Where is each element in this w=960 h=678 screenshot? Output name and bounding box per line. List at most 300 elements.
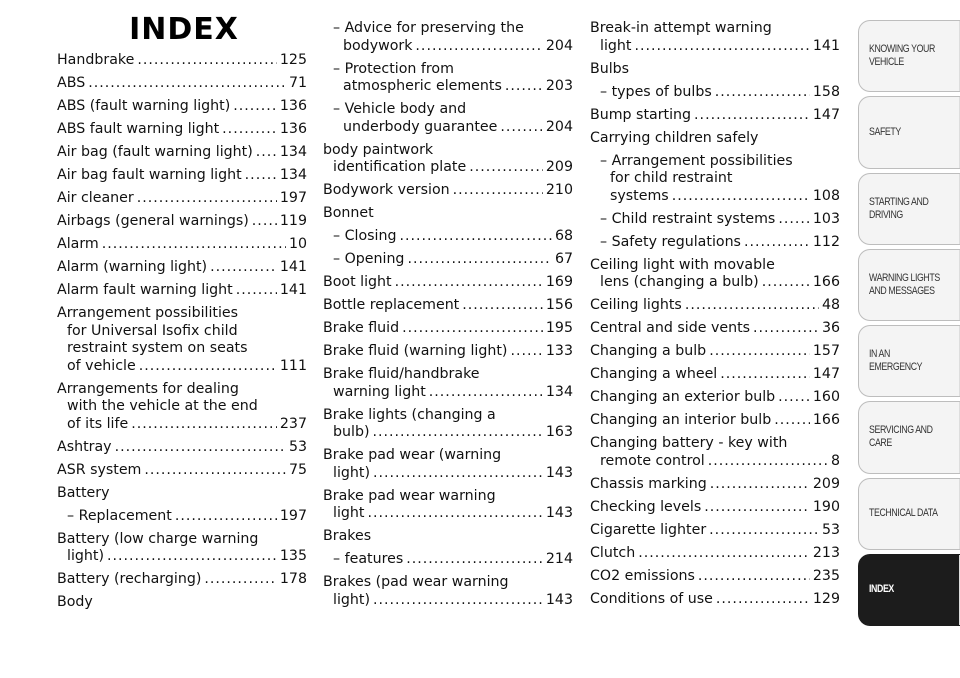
index-entry[interactable] xyxy=(590,435,840,470)
index-entry-line xyxy=(57,52,307,70)
index-entry-line xyxy=(590,343,840,361)
page-number[interactable]: 235 xyxy=(812,567,840,584)
index-entry-line xyxy=(57,571,307,589)
index-term: Battery (recharging) xyxy=(57,571,202,587)
index-entry[interactable] xyxy=(323,228,573,246)
index-entry[interactable] xyxy=(57,594,307,612)
index-entry[interactable] xyxy=(57,121,307,139)
page-number[interactable]: 141 xyxy=(812,37,840,54)
index-entry-line xyxy=(590,591,840,609)
index-entry-line xyxy=(323,78,573,96)
index-term: – Replacement xyxy=(67,507,172,524)
index-entry-line xyxy=(323,274,573,292)
index-term: – Protection from xyxy=(333,60,454,77)
index-entry-line xyxy=(590,435,840,453)
index-term: Airbags (general warnings) xyxy=(57,213,249,229)
index-term: Clutch xyxy=(590,544,636,561)
dot-leader xyxy=(429,384,543,402)
index-entry-line xyxy=(57,398,307,416)
index-entry-line xyxy=(323,297,573,315)
page-number[interactable]: 204 xyxy=(545,37,573,54)
index-entry-line xyxy=(323,228,573,246)
index-term: bulb) xyxy=(333,424,370,440)
page-number[interactable]: 209 xyxy=(812,475,840,492)
index-entry[interactable] xyxy=(57,531,307,566)
page-number[interactable]: 67 xyxy=(554,251,573,267)
index-term: Changing an interior bulb xyxy=(590,412,772,428)
index-term: ABS (fault warning light) xyxy=(57,98,231,114)
page-number[interactable]: 214 xyxy=(545,551,573,567)
index-term: – Vehicle body and xyxy=(333,101,467,117)
index-entry[interactable] xyxy=(590,545,840,563)
page-number[interactable]: 119 xyxy=(279,213,307,229)
index-entry-line xyxy=(57,236,307,254)
dot-leader xyxy=(709,343,810,361)
index-entry-line xyxy=(590,274,840,292)
dot-leader xyxy=(372,424,542,442)
page-number[interactable]: 157 xyxy=(812,343,840,359)
dot-leader xyxy=(131,416,277,434)
index-term: Handbrake xyxy=(57,52,135,68)
dot-leader xyxy=(107,548,277,566)
index-term: Bodywork version xyxy=(323,182,450,198)
dot-leader xyxy=(774,412,810,430)
index-entry-line xyxy=(590,366,840,384)
index-entry-line xyxy=(590,84,840,102)
index-term: Brake fluid xyxy=(323,320,400,336)
dot-leader xyxy=(115,439,286,457)
dot-leader xyxy=(204,571,277,589)
page-number[interactable]: 36 xyxy=(821,320,840,336)
dot-leader xyxy=(210,259,277,277)
dot-leader xyxy=(469,159,543,177)
index-entry[interactable] xyxy=(57,213,307,231)
index-term: CO2 emissions xyxy=(590,567,695,584)
dot-leader xyxy=(373,465,543,483)
index-entry-line xyxy=(323,343,573,361)
index-entry[interactable] xyxy=(590,320,840,338)
index-term: Central and side vents xyxy=(590,320,751,336)
page-number[interactable]: 213 xyxy=(812,544,840,561)
page-number[interactable]: 147 xyxy=(812,106,840,123)
index-entry[interactable] xyxy=(590,130,840,148)
index-term: Battery (low charge warning xyxy=(57,530,259,547)
page-number[interactable]: 178 xyxy=(279,571,307,587)
index-entry-line xyxy=(590,412,840,430)
index-entry-line xyxy=(590,453,840,471)
index-term: – types of bulbs xyxy=(600,83,712,100)
page-number[interactable]: 237 xyxy=(279,415,307,432)
index-entry-line xyxy=(590,320,840,338)
tab-index[interactable] xyxy=(858,554,960,626)
index-entry-line xyxy=(57,594,307,612)
page-number[interactable]: 8 xyxy=(830,452,840,469)
dot-leader xyxy=(672,188,810,206)
dot-leader xyxy=(709,522,819,540)
tab-servicing-and-care[interactable] xyxy=(858,401,960,473)
index-term: Brake pad wear (warning xyxy=(323,447,502,463)
index-column-1 xyxy=(57,52,307,617)
dot-leader xyxy=(505,78,543,96)
index-term: Bulbs xyxy=(590,60,630,77)
page-number[interactable]: 158 xyxy=(812,83,840,100)
index-entry[interactable] xyxy=(323,182,573,200)
index-term: Checking levels xyxy=(590,498,702,515)
index-entry[interactable] xyxy=(323,274,573,292)
index-entry[interactable] xyxy=(323,447,573,482)
index-entry[interactable] xyxy=(57,167,307,185)
index-entry-line xyxy=(57,323,307,341)
index-entry[interactable] xyxy=(590,297,840,315)
index-term: Brakes (pad wear warning xyxy=(323,574,509,590)
dot-leader xyxy=(406,551,543,569)
page-number[interactable]: 103 xyxy=(812,210,840,227)
tab-label: STARTING AND DRIVING xyxy=(869,195,929,221)
tab-warning-lights[interactable] xyxy=(858,249,960,321)
index-entry[interactable] xyxy=(57,381,307,434)
tab-starting-and-driving[interactable] xyxy=(858,173,960,245)
index-entry[interactable] xyxy=(57,75,307,93)
dot-leader xyxy=(399,228,551,246)
index-entry[interactable] xyxy=(590,107,840,125)
dot-leader xyxy=(395,274,543,292)
index-term: – features xyxy=(333,551,404,567)
index-entry[interactable] xyxy=(323,142,573,177)
index-entry[interactable] xyxy=(323,574,573,609)
index-entry-line xyxy=(57,75,307,93)
index-term: for Universal Isofix child xyxy=(67,322,238,339)
index-term: Bump starting xyxy=(590,106,692,123)
index-entry-line xyxy=(323,142,573,160)
tab-technical-data[interactable] xyxy=(858,478,960,550)
index-entry-line xyxy=(323,407,573,425)
index-entry[interactable] xyxy=(57,305,307,375)
index-entry-line xyxy=(590,257,840,275)
index-term: systems xyxy=(610,187,669,204)
index-term: remote control xyxy=(600,452,705,469)
index-term: Changing battery - key with xyxy=(590,435,788,451)
index-term: Carrying children safely xyxy=(590,129,759,146)
index-entry[interactable] xyxy=(57,439,307,457)
index-entry-line xyxy=(590,545,840,563)
index-term: lens (changing a bulb) xyxy=(600,274,759,290)
dot-leader xyxy=(222,121,277,139)
dot-leader xyxy=(710,476,810,494)
dot-leader xyxy=(252,213,277,231)
dot-leader xyxy=(715,84,810,102)
index-entry[interactable] xyxy=(57,190,307,208)
page-number[interactable]: 111 xyxy=(279,357,307,374)
page-number[interactable]: 210 xyxy=(545,182,573,198)
index-entry-line xyxy=(323,182,573,200)
index-entry[interactable] xyxy=(590,84,840,102)
dot-leader xyxy=(634,38,809,56)
index-column-3 xyxy=(590,20,840,614)
index-term: Ceiling light with movable xyxy=(590,256,775,273)
index-entry[interactable] xyxy=(590,522,840,540)
index-entry[interactable] xyxy=(590,568,840,586)
index-entry[interactable] xyxy=(323,488,573,523)
index-entry-line xyxy=(323,447,573,465)
page-number[interactable]: 136 xyxy=(279,98,307,114)
index-term: Bonnet xyxy=(323,205,374,221)
dot-leader xyxy=(256,144,277,162)
page-number[interactable]: 203 xyxy=(545,78,573,94)
index-term: of its life xyxy=(67,415,129,432)
index-entry[interactable] xyxy=(323,205,573,223)
index-entry[interactable] xyxy=(57,52,307,70)
index-term: Changing an exterior bulb xyxy=(590,389,776,405)
page-number[interactable]: 190 xyxy=(812,498,840,515)
index-entry-line xyxy=(590,38,840,56)
dot-leader xyxy=(102,236,286,254)
page-number[interactable]: 135 xyxy=(279,548,307,564)
index-entry[interactable] xyxy=(590,153,840,206)
index-entry[interactable] xyxy=(590,476,840,494)
dot-leader xyxy=(638,545,810,563)
page-title: INDEX xyxy=(129,12,239,47)
index-term: – Arrangement possibilities xyxy=(600,152,793,169)
index-entry[interactable] xyxy=(323,366,573,401)
index-entry[interactable] xyxy=(590,389,840,407)
index-term: Break-in attempt warning xyxy=(590,20,772,36)
page-number[interactable]: 204 xyxy=(545,118,573,135)
index-entry[interactable] xyxy=(323,528,573,546)
index-term: light) xyxy=(333,591,370,608)
index-entry-line xyxy=(57,485,307,503)
index-entry-line xyxy=(590,297,840,315)
index-entry[interactable] xyxy=(57,508,307,526)
page-number[interactable]: 125 xyxy=(279,52,307,68)
page-number[interactable]: 160 xyxy=(812,389,840,405)
page-number[interactable]: 166 xyxy=(812,412,840,428)
index-entry-line xyxy=(590,61,840,79)
index-term: underbody guarantee xyxy=(343,118,498,135)
index-term: Arrangements for dealing xyxy=(57,380,239,397)
index-term: Alarm fault warning light xyxy=(57,282,233,298)
dot-leader xyxy=(367,505,542,523)
dot-leader xyxy=(744,234,810,252)
page-number[interactable]: 197 xyxy=(279,190,307,206)
page-number[interactable]: 133 xyxy=(545,343,573,359)
dot-leader xyxy=(708,453,828,471)
index-entry-line xyxy=(323,384,573,402)
index-entry[interactable] xyxy=(57,282,307,300)
index-entry-line xyxy=(57,213,307,231)
tab-knowing-your-vehicle[interactable] xyxy=(858,20,960,92)
index-column-2 xyxy=(323,20,573,615)
index-term: Chassis marking xyxy=(590,475,707,492)
page-number[interactable]: 10 xyxy=(288,236,307,252)
dot-leader xyxy=(698,568,810,586)
index-term: light xyxy=(333,505,365,521)
page-number[interactable]: 134 xyxy=(279,167,307,183)
index-entry-line xyxy=(57,259,307,277)
index-term: ABS xyxy=(57,75,86,91)
index-entry[interactable] xyxy=(323,551,573,569)
index-entry[interactable] xyxy=(57,144,307,162)
dot-leader xyxy=(753,320,819,338)
index-entry[interactable] xyxy=(590,234,840,252)
index-term: – Opening xyxy=(333,251,405,267)
index-term: ABS fault warning light xyxy=(57,121,220,137)
page-number[interactable]: 195 xyxy=(545,320,573,336)
tab-label: WARNING LIGHTS AND MESSAGES xyxy=(869,271,940,297)
index-entry-line xyxy=(57,167,307,185)
index-entry-line xyxy=(590,234,840,252)
index-entry[interactable] xyxy=(57,259,307,277)
index-entry[interactable] xyxy=(57,571,307,589)
index-entry-line xyxy=(323,251,573,269)
page-number[interactable]: 129 xyxy=(812,590,840,607)
index-entry[interactable] xyxy=(323,101,573,136)
page-number[interactable]: 53 xyxy=(288,438,307,455)
page-number[interactable]: 68 xyxy=(554,228,573,244)
index-entry-line xyxy=(57,416,307,434)
page-number[interactable]: 209 xyxy=(545,159,573,175)
index-entry[interactable] xyxy=(590,61,840,79)
page-number[interactable]: 136 xyxy=(279,121,307,137)
index-entry-line xyxy=(323,574,573,592)
index-entry[interactable] xyxy=(590,499,840,517)
tab-safety[interactable] xyxy=(858,96,960,168)
index-entry[interactable] xyxy=(57,462,307,480)
index-entry[interactable] xyxy=(590,257,840,292)
page-number[interactable]: 112 xyxy=(812,233,840,250)
index-entry[interactable] xyxy=(590,366,840,384)
index-term: Arrangement possibilities xyxy=(57,305,239,321)
index-entry-line xyxy=(590,130,840,148)
index-entry[interactable] xyxy=(323,407,573,442)
dot-leader xyxy=(245,167,277,185)
page-number[interactable]: 143 xyxy=(545,464,573,481)
page-number[interactable]: 143 xyxy=(545,591,573,608)
dot-leader xyxy=(685,297,819,315)
index-entry[interactable] xyxy=(323,251,573,269)
page-number[interactable]: 134 xyxy=(279,144,307,160)
index-entry[interactable] xyxy=(323,320,573,338)
index-term: Bottle replacement xyxy=(323,297,460,313)
index-entry-line xyxy=(323,159,573,177)
index-entry-line xyxy=(323,528,573,546)
index-entry-line xyxy=(323,61,573,79)
index-term: Brake pad wear warning xyxy=(323,487,496,504)
index-entry-line xyxy=(57,121,307,139)
index-entry-line xyxy=(323,424,573,442)
index-entry-line xyxy=(590,20,840,38)
index-entry-line xyxy=(323,20,573,38)
index-entry[interactable] xyxy=(323,343,573,361)
index-entry[interactable] xyxy=(590,412,840,430)
index-entry-line xyxy=(323,101,573,119)
dot-leader xyxy=(137,190,277,208)
dot-leader xyxy=(453,182,543,200)
index-term: warning light xyxy=(333,383,426,400)
index-entry[interactable] xyxy=(590,591,840,609)
index-term: Ashtray xyxy=(57,438,112,455)
index-entry[interactable] xyxy=(57,98,307,116)
index-entry[interactable] xyxy=(590,211,840,229)
index-term: Air bag fault warning light xyxy=(57,167,242,183)
dot-leader xyxy=(720,366,810,384)
page-number[interactable]: 48 xyxy=(821,297,840,313)
page-number[interactable]: 141 xyxy=(279,282,307,298)
tab-in-an-emergency[interactable] xyxy=(858,325,960,397)
index-entry[interactable] xyxy=(323,297,573,315)
page-number[interactable]: 75 xyxy=(288,461,307,478)
page-number[interactable]: 156 xyxy=(545,297,573,313)
page-number[interactable]: 143 xyxy=(545,505,573,521)
page-number[interactable]: 108 xyxy=(812,187,840,204)
page-number[interactable]: 147 xyxy=(812,366,840,382)
dot-leader xyxy=(462,297,543,315)
index-term: ASR system xyxy=(57,461,142,478)
index-term: Alarm (warning light) xyxy=(57,259,208,275)
index-entry[interactable] xyxy=(590,20,840,55)
index-term: Brake lights (changing a xyxy=(323,406,496,423)
page-number[interactable]: 134 xyxy=(545,383,573,400)
index-entry[interactable] xyxy=(323,61,573,96)
index-entry[interactable] xyxy=(590,343,840,361)
index-entry[interactable] xyxy=(57,485,307,503)
index-term: light) xyxy=(333,464,370,481)
index-entry[interactable] xyxy=(323,20,573,55)
page-number[interactable]: 169 xyxy=(545,274,573,290)
index-term: restraint system on seats xyxy=(67,340,248,356)
index-term: Conditions of use xyxy=(590,590,713,607)
dot-leader xyxy=(704,499,810,517)
index-entry-line xyxy=(323,119,573,137)
index-term: light) xyxy=(67,548,104,564)
index-term: Battery xyxy=(57,484,110,501)
page-number[interactable]: 197 xyxy=(279,507,307,524)
dot-leader xyxy=(694,107,810,125)
tab-label: SERVICING AND CARE xyxy=(869,424,933,450)
index-entry[interactable] xyxy=(57,236,307,254)
index-entry-line xyxy=(57,190,307,208)
index-entry-line xyxy=(590,389,840,407)
index-entry-line xyxy=(57,508,307,526)
index-term: body paintwork xyxy=(323,141,434,158)
index-entry-line xyxy=(57,98,307,116)
page-number[interactable]: 71 xyxy=(288,75,307,91)
tab-label: INDEX xyxy=(869,583,894,596)
index-entry-line xyxy=(57,358,307,376)
dot-leader xyxy=(175,508,277,526)
dot-leader xyxy=(144,462,286,480)
index-term: – Closing xyxy=(333,228,397,244)
index-entry-line xyxy=(323,320,573,338)
index-term: – Advice for preserving the xyxy=(333,20,524,36)
index-entry-line xyxy=(57,439,307,457)
dot-leader xyxy=(88,75,286,93)
index-term: identification plate xyxy=(333,159,467,175)
dot-leader xyxy=(778,389,810,407)
page-number[interactable]: 166 xyxy=(812,274,840,290)
page-number[interactable]: 141 xyxy=(279,259,307,275)
dot-leader xyxy=(233,98,277,116)
dot-leader xyxy=(407,251,552,269)
page-number[interactable]: 53 xyxy=(821,521,840,538)
index-entry-line xyxy=(323,366,573,384)
index-entry-line xyxy=(323,465,573,483)
index-term: Air cleaner xyxy=(57,190,134,206)
index-entry-line xyxy=(590,499,840,517)
index-term: Brake fluid (warning light) xyxy=(323,343,508,359)
page-number[interactable]: 163 xyxy=(545,424,573,440)
index-entry-line xyxy=(590,476,840,494)
index-term: – Child restraint systems xyxy=(600,210,776,227)
